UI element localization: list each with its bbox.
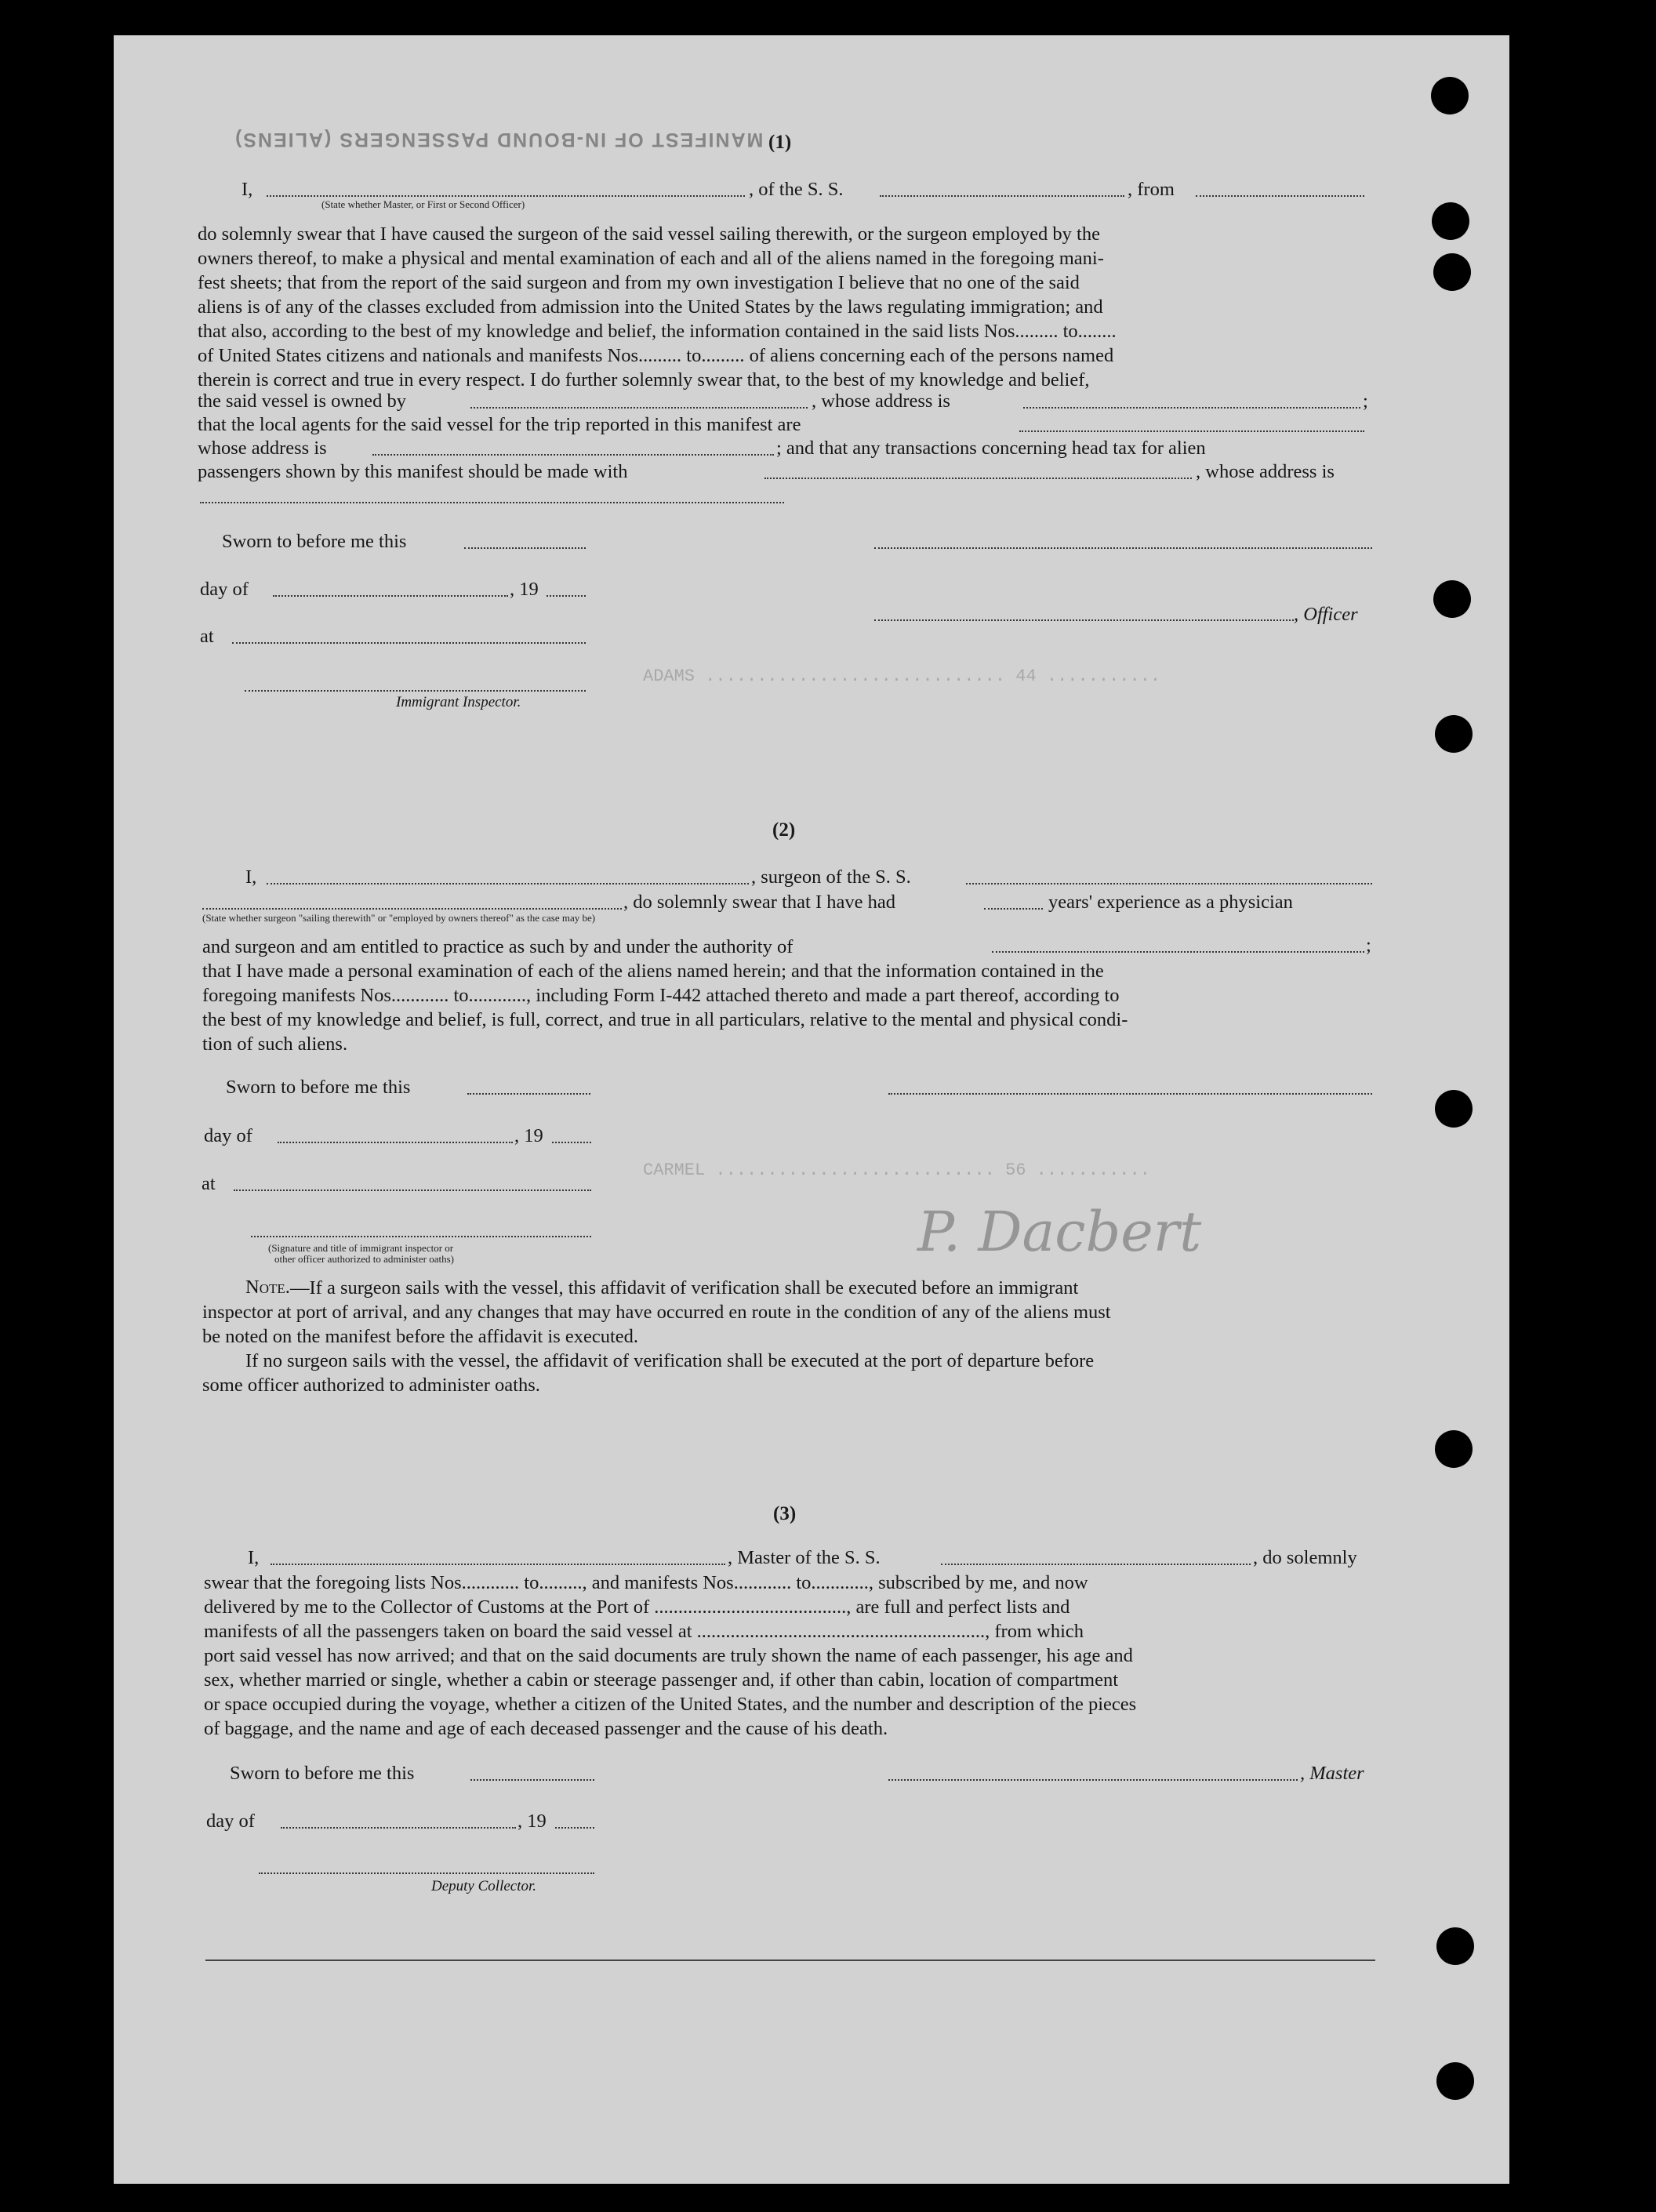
from-label: , from	[1128, 179, 1175, 200]
whose-address-label: whose address is	[198, 438, 327, 459]
sworn-label: Sworn to before me this	[230, 1763, 415, 1784]
sworn-day-line	[464, 547, 586, 549]
surgeon-vessel-line	[966, 883, 1372, 884]
binder-hole	[1435, 1090, 1473, 1128]
section-3-number: (3)	[773, 1503, 797, 1524]
surgeon-status-line	[202, 908, 622, 910]
bottom-rule	[205, 1960, 1375, 1961]
year-line	[547, 595, 586, 597]
day-of-line	[281, 1827, 516, 1829]
section-1-paragraph-line: of United States citizens and nationals and manifests Nos......... to......... of aliens concerning each of the persons named	[198, 345, 1114, 366]
owner-line	[470, 407, 808, 409]
agents-address-line	[372, 454, 774, 456]
deputy-collector-label: Deputy Collector.	[431, 1878, 537, 1894]
sworn-day-line	[470, 1779, 594, 1781]
master-name-line	[271, 1564, 725, 1565]
agents-label: that the local agents for the said vessel for the trip reported in this manifest are	[198, 414, 801, 435]
section-1-paragraph-line: aliens is of any of the classes excluded from admission into the United States by the laws regulating immigration; and	[198, 296, 1103, 318]
section-2-paragraph-line: that I have made a personal examination of each of the aliens named herein; and that the information contained in the	[202, 961, 1104, 982]
surgeon-signature-line	[888, 1093, 1372, 1095]
officer-line	[874, 619, 1294, 621]
binder-hole	[1433, 580, 1471, 618]
do-solemnly-label: , do solemnly	[1253, 1547, 1357, 1568]
master-signature-line	[888, 1779, 1298, 1781]
master-of-label: , Master of the S. S.	[728, 1547, 881, 1568]
whose-address-is-label: , whose address is	[1196, 461, 1335, 482]
at-line	[232, 642, 586, 644]
section-2-paragraph-line: foregoing manifests Nos............ to............, including Form I-442 attached thereto and made a part thereof, according to	[202, 985, 1120, 1006]
binder-hole	[1435, 715, 1473, 753]
day-of-label: day of	[206, 1811, 255, 1832]
section-1-paragraph-line: fest sheets; that from the report of the said surgeon and from my own investigation I believe that no one of the said	[198, 272, 1080, 293]
section-3-paragraph-line: delivered by me to the Collector of Customs at the Port of ........................................, are full and perfect lists and	[204, 1596, 1070, 1618]
section-3-i: I,	[248, 1547, 260, 1568]
year-label: , 19	[518, 1811, 547, 1832]
owner-address-label: , whose address is	[812, 390, 950, 412]
swear-years-label: , do solemnly swear that I have had	[623, 892, 895, 913]
section-1-paragraph-line: that also, according to the best of my knowledge and belief, the information contained in the said lists Nos......... to........	[198, 321, 1117, 342]
owner-address-line	[1023, 407, 1360, 409]
at-label: at	[200, 626, 214, 647]
section-1-paragraph-line: owners thereof, to make a physical and mental examination of each and all of the aliens named in the foregoing mani-	[198, 248, 1104, 269]
owned-by-label: the said vessel is owned by	[198, 390, 407, 412]
agents-line	[1019, 430, 1364, 432]
master-signature-line	[874, 547, 1372, 549]
section-2-paragraph-line: tion of such aliens.	[202, 1033, 348, 1055]
no-surgeon-line: some officer authorized to administer oaths.	[202, 1375, 540, 1396]
inspector-label: Immigrant Inspector.	[396, 694, 521, 710]
at-line	[234, 1190, 591, 1191]
years-line	[984, 908, 1043, 910]
deputy-signature-line	[259, 1872, 594, 1874]
semicolon: ;	[1363, 390, 1368, 412]
note-paragraph-line: be noted on the manifest before the affidavit is executed.	[202, 1326, 639, 1347]
section-2-number: (2)	[772, 819, 796, 841]
vessel-name-line	[941, 1564, 1251, 1565]
binder-hole	[1435, 1430, 1473, 1468]
year-line	[552, 1142, 591, 1143]
year-label: , 19	[514, 1125, 543, 1146]
note-paragraph-line: inspector at port of arrival, and any changes that may have occurred en route in the condition of any of the aliens must	[202, 1302, 1111, 1323]
note-paragraph-line: —If a surgeon sails with the vessel, this affidavit of verification shall be executed before an immigrant	[290, 1277, 1079, 1299]
head-tax-address-line	[200, 502, 784, 503]
section-1-number: (1)	[768, 132, 792, 153]
day-of-line	[278, 1142, 513, 1143]
head-tax-contact-line	[764, 478, 1192, 479]
sworn-day-line	[467, 1093, 590, 1095]
day-of-label: day of	[200, 579, 249, 600]
signature-note: (Signature and title of immigrant inspector or	[268, 1242, 454, 1254]
surgeon-status-note: (State whether surgeon "sailing therewith" or "employed by owners thereof" as the case may be)	[202, 912, 596, 924]
of-ss-label: , of the S. S.	[749, 179, 844, 200]
bleed-through-text: ADAMS ............................. 44 ...........	[643, 667, 1161, 686]
section-3-paragraph-line: of baggage, and the name and age of each deceased passenger and the cause of his death.	[204, 1718, 888, 1739]
sworn-label: Sworn to before me this	[222, 531, 407, 552]
surgeon-of-label: , surgeon of the S. S.	[751, 866, 911, 888]
section-3-paragraph-line: manifests of all the passengers taken on board the said vessel at ............................................................, from which	[204, 1621, 1084, 1642]
binder-hole	[1436, 1927, 1474, 1965]
year-label: , 19	[510, 579, 539, 600]
binder-hole	[1432, 202, 1469, 240]
vessel-name-line	[880, 195, 1124, 197]
section-1-paragraph-line: therein is correct and true in every respect. I do further solemnly swear that, to the best of my knowledge and belief,	[198, 369, 1090, 390]
section-1-officer-note: (State whether Master, or First or Second Officer)	[321, 198, 525, 210]
mirrored-stamp: MANIFEST OF IN-BOUND PASSENGERS (ALIENS)	[234, 129, 764, 151]
no-surgeon-line: If no surgeon sails with the vessel, the affidavit of verification shall be executed at the port of departure before	[245, 1350, 1095, 1371]
section-3-paragraph-line: swear that the foregoing lists Nos............ to........., and manifests Nos............ to............, subscribed by me, and now	[204, 1572, 1088, 1593]
from-port-line	[1196, 195, 1364, 197]
authority-line	[992, 951, 1364, 953]
signature-note: other officer authorized to administer oaths)	[274, 1253, 454, 1265]
day-of-label: day of	[204, 1125, 252, 1146]
officer-label: , Officer	[1294, 604, 1358, 625]
surgeon-name-line	[267, 883, 749, 884]
at-label: at	[202, 1173, 216, 1194]
binder-hole	[1431, 77, 1469, 114]
master-name-line	[267, 195, 745, 197]
bleed-through-signature: P. Dacbert	[917, 1200, 1202, 1264]
section-1-paragraph-line: do solemnly swear that I have caused the surgeon of the said vessel sailing therewith, or the surgeon employed by the	[198, 223, 1100, 245]
head-tax-label: ; and that any transactions concerning head tax for alien	[776, 438, 1206, 459]
binder-hole	[1436, 2062, 1474, 2100]
day-of-line	[273, 595, 508, 597]
note-label: Note.	[245, 1277, 290, 1298]
inspector-signature-line	[245, 690, 586, 692]
bleed-through-text: CARMEL ........................... 56 ...........	[643, 1160, 1150, 1180]
years-physician-label: years' experience as a physician	[1048, 892, 1293, 913]
sworn-label: Sworn to before me this	[226, 1077, 411, 1098]
section-3-paragraph-line: or space occupied during the voyage, whether a citizen of the United States, and the number and description of the pieces	[204, 1694, 1137, 1715]
binder-hole	[1433, 253, 1471, 291]
passengers-label: passengers shown by this manifest should be made with	[198, 461, 628, 482]
authority-semicolon: ;	[1366, 935, 1371, 956]
section-2-paragraph-line: and surgeon and am entitled to practice as such by and under the authority of	[202, 936, 794, 957]
section-1-i: I,	[242, 179, 253, 200]
year-line	[555, 1827, 594, 1829]
section-3-paragraph-line: port said vessel has now arrived; and that on the said documents are truly shown the name of each passenger, his age and	[204, 1645, 1133, 1666]
master-label: , Master	[1300, 1763, 1364, 1784]
section-2-i: I,	[245, 866, 257, 888]
section-3-paragraph-line: sex, whether married or single, whether a cabin or steerage passenger and, if other than cabin, location of compartment	[204, 1669, 1119, 1691]
section-2-paragraph-line: the best of my knowledge and belief, is full, correct, and true in all particulars, relative to the mental and physical condi-	[202, 1009, 1128, 1030]
inspector-signature-line	[251, 1236, 591, 1237]
